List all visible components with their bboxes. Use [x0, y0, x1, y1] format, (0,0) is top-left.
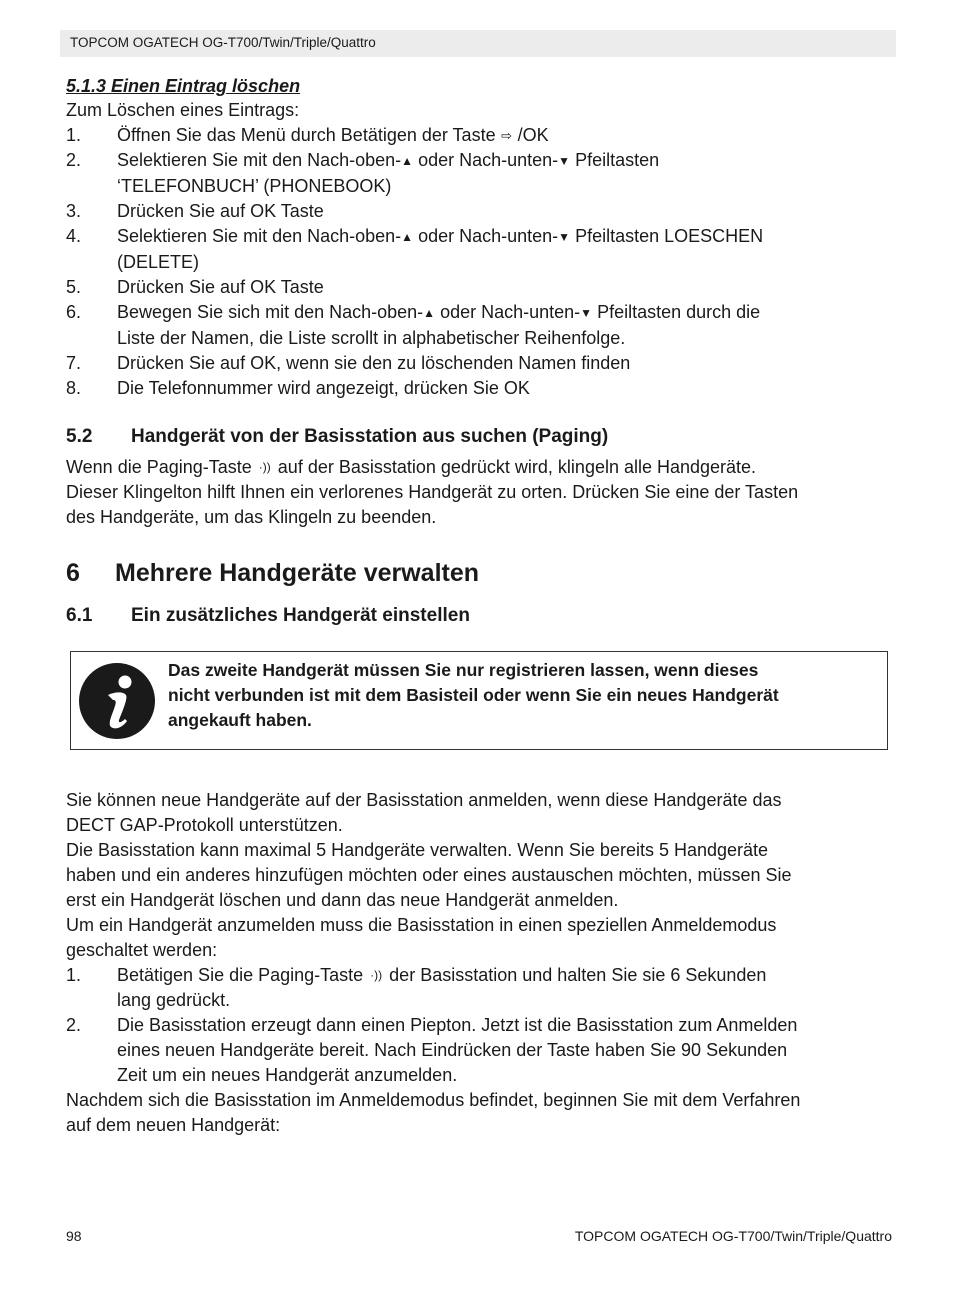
up-arrow-icon: ▲: [401, 230, 414, 244]
info-icon: [78, 662, 156, 745]
info-note-text: Das zweite Handgerät müssen Sie nur registrieren lassen, wenn dieses nicht verbunden ist mit dem Basisteil oder wenn Sie ein neues Handgerät angekauft haben.: [168, 660, 779, 730]
paging-paragraph: Wenn die Paging-Taste ·)) auf der Basisstation gedrückt wird, klingeln alle Handgeräte. Dieser Klingelton hilft Ihnen ein verlorenes Handgerät zu orten. Drücken Sie eine der Tasten des Handgeräte, um das Klingeln zu beenden.: [66, 457, 799, 527]
paging-icon: ·)): [258, 460, 271, 474]
down-arrow-icon: ▼: [580, 306, 593, 320]
registration-paragraph: Sie können neue Handgeräte auf der Basisstation anmelden, wenn diese Handgeräte das DECT GAP-Protokoll unterstützen. Die Basisstation kann maximal 5 Handgeräte verwalten. Wenn Sie bereits 5 Handgeräte haben und ein anderes hinzufügen möchten oder eines austauschen möchten, müssen Sie erst ein Handgerät löschen und dann das neue Handgerät anmelden. Um ein Handgerät anzumelden muss die Basisstation in einen speziellen Anmeldemodus geschaltet werden:: [66, 790, 792, 960]
up-arrow-icon: ▲: [401, 154, 414, 168]
list-item: 6. Bewegen Sie sich mit den Nach-oben-▲ oder Nach-unten-▼ Pfeiltasten durch die Liste der Namen, die Liste scrollt in alphabetischer Reihenfolge.: [66, 302, 761, 348]
list-item: 1. Betätigen Sie die Paging-Taste ·)) der Basisstation und halten Sie sie 6 Sekunden lang gedrückt.: [66, 965, 767, 1010]
page-number: 98: [66, 1228, 82, 1244]
delete-steps-list: [66, 123, 896, 401]
footer-title: TOPCOM OGATECH OG-T700/Twin/Triple/Quattro: [574, 1228, 892, 1244]
section-5-2-heading: 5.2 Handgerät von der Basisstation aus suchen (Paging): [66, 426, 609, 447]
list-item: 2. Selektieren Sie mit den Nach-oben-▲ oder Nach-unten-▼ Pfeiltasten ‘TELEFONBUCH’ (PHONEBOOK): [66, 150, 660, 196]
info-note-box: [70, 651, 888, 750]
page-content: [66, 74, 896, 1138]
list-item: 8. Die Telefonnummer wird angezeigt, drücken Sie OK: [66, 378, 530, 398]
list-item: 1. Öffnen Sie das Menü durch Betätigen der Taste ⇨ /OK: [66, 123, 896, 148]
list-item: 4. Selektieren Sie mit den Nach-oben-▲ oder Nach-unten-▼ Pfeiltasten LOESCHEN (DELETE): [66, 226, 764, 272]
down-arrow-icon: ▼: [558, 230, 571, 244]
list-item: 2. Die Basisstation erzeugt dann einen Piepton. Jetzt ist die Basisstation zum Anmelden eines neuen Handgeräte bereit. Nach Eindrücken der Taste haben Sie 90 Sekunden Zeit um ein neues Handgerät anzumelden.: [66, 1015, 798, 1085]
list-item: 7. Drücken Sie auf OK, wenn sie den zu löschenden Namen finden: [66, 353, 631, 373]
paging-icon: ·)): [370, 968, 383, 982]
header-title: TOPCOM OGATECH OG-T700/Twin/Triple/Quattro: [70, 35, 376, 50]
intro-text: Zum Löschen eines Eintrags:: [66, 100, 300, 120]
chapter-6-heading: 6 Mehrere Handgeräte verwalten: [66, 559, 480, 587]
closing-paragraph: Nachdem sich die Basisstation im Anmeldemodus befindet, beginnen Sie mit dem Verfahren auf dem neuen Handgerät:: [66, 1090, 801, 1135]
section-6-1-heading: 6.1 Ein zusätzliches Handgerät einstellen: [66, 605, 470, 626]
up-arrow-icon: ▲: [423, 306, 436, 320]
section-5-1-3-heading: 5.1.3 Einen Eintrag löschen: [66, 76, 301, 96]
registration-steps-list: [66, 963, 896, 1088]
down-arrow-icon: ▼: [558, 154, 571, 168]
menu-key-icon: ⇨: [501, 128, 513, 143]
list-item: 5. Drücken Sie auf OK Taste: [66, 277, 324, 297]
page-header: [60, 30, 896, 57]
list-item: 3. Drücken Sie auf OK Taste: [66, 201, 324, 221]
